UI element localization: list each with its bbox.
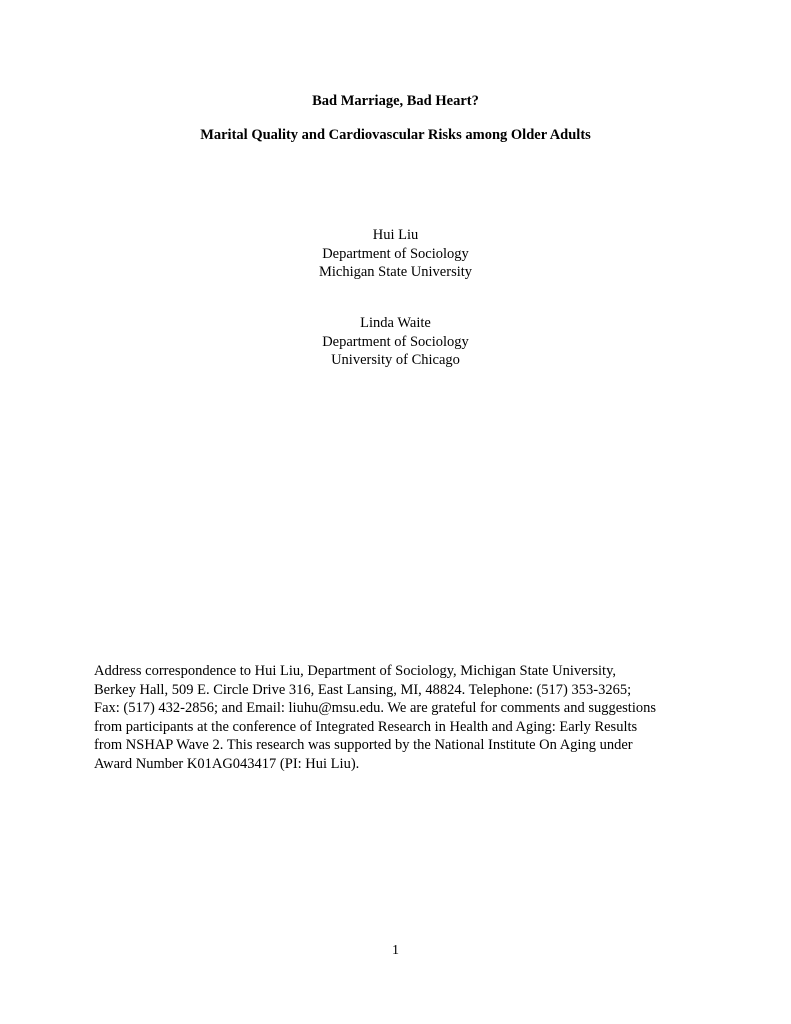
paper-title: Bad Marriage, Bad Heart? (312, 93, 479, 109)
correspondence-line: Address correspondence to Hui Liu, Department of Sociology, Michigan State University, (94, 663, 617, 679)
correspondence-line: Fax: (517) 432-2856; and Email: liuhu@msu.edu. We are grateful for comments and suggestions (94, 700, 657, 716)
author-institution: University of Chicago (331, 352, 460, 368)
author-department: Department of Sociology (322, 333, 469, 350)
author-institution: Michigan State University (318, 264, 473, 280)
correspondence-line: from NSHAP Wave 2. This research was supported by the National Institute On Aging under (94, 737, 633, 753)
author-name: Hui Liu (372, 227, 419, 243)
correspondence-line: Award Number K01AG043417 (PI: Hui Liu). (94, 755, 360, 772)
paper-subtitle: Marital Quality and Cardiovascular Risks among Older Adults (200, 127, 591, 143)
correspondence-line: from participants at the conference of Integrated Research in Health and Aging: Early Results (94, 718, 638, 735)
correspondence-line: Berkey Hall, 509 E. Circle Drive 316, East Lansing, MI, 48824. Telephone: (517) 353-3265; (94, 681, 632, 698)
author-block-2 (0, 314, 791, 370)
correspondence-note (94, 662, 704, 773)
author-block-1 (0, 226, 791, 282)
author-name: Linda Waite (360, 315, 431, 331)
page-number: 1 (392, 943, 399, 958)
author-department: Department of Sociology (322, 245, 469, 262)
